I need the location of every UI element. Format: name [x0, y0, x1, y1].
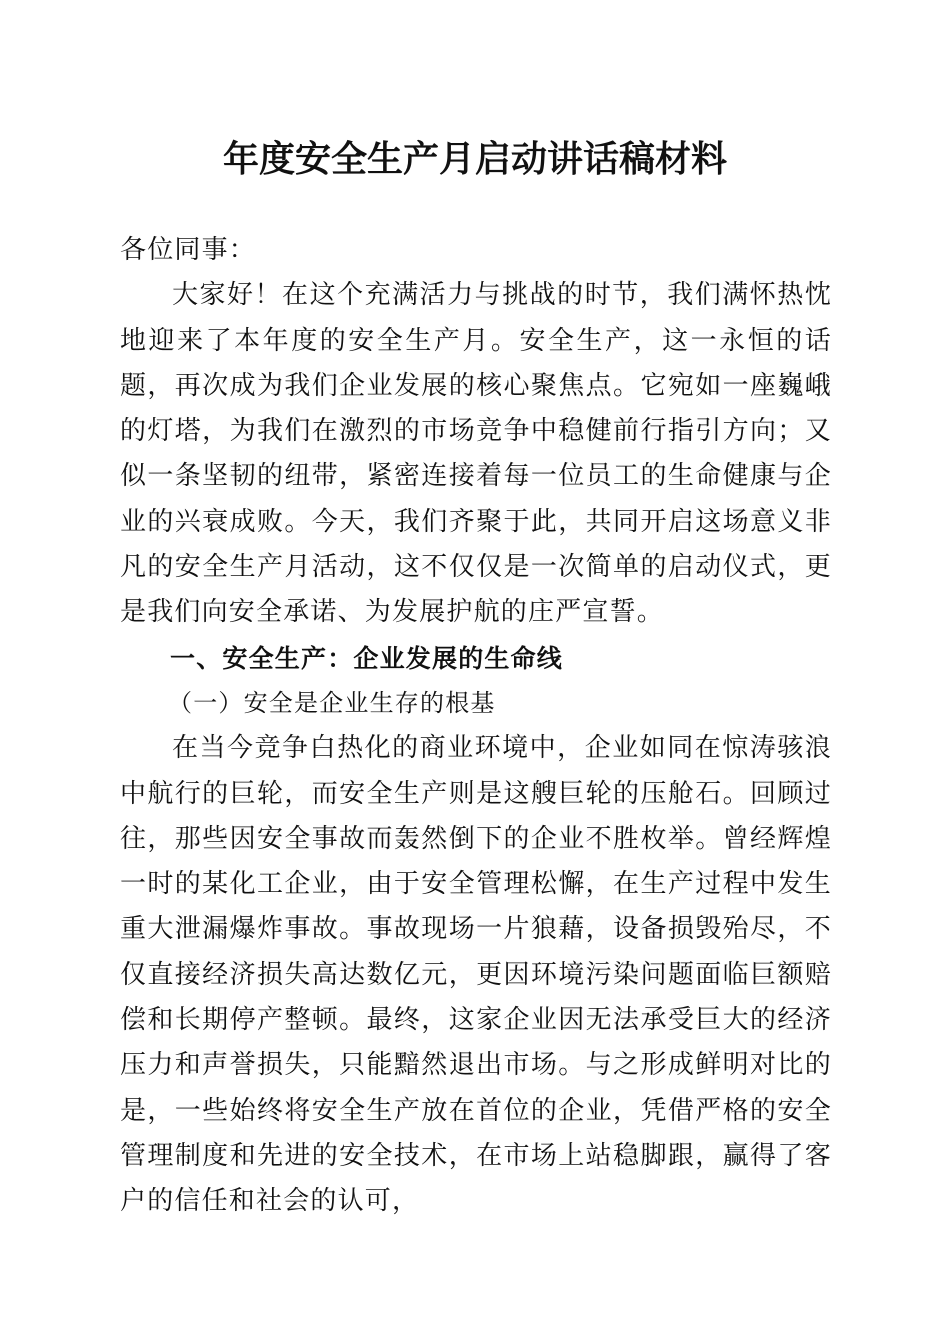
intro-paragraph: 大家好！在这个充满活力与挑战的时节，我们满怀热忱地迎来了本年度的安全生产月。安全生产，这一永恒的话题，再次成为我们企业发展的核心聚焦点。它宛如一座巍峨的灯塔，为我们在激烈的市场竞争中稳健前行指引方向；又似一条坚韧的纽带，紧密连接着每一位员工的生命健康与企业的兴衰成败。今天，我们齐聚于此，共同开启这场意义非凡的安全生产月活动，这不仅仅是一次简单的启动仪式，更是我们向安全承诺、为发展护航的庄严宣誓。 [120, 280, 832, 628]
subsection-paragraph: 在当今竞争白热化的商业环境中，企业如同在惊涛骇浪中航行的巨轮，而安全生产则是这艘巨轮的压舱石。回顾过往，那些因安全事故而轰然倒下的企业不胜枚举。曾经辉煌一时的某化工企业，由于安全管理松懈，在生产过程中发生重大泄漏爆炸事故。事故现场一片狼藉，设备损毁殆尽，不仅直接经济损失高达数亿元，更因环境污染问题面临巨额赔偿和长期停产整顿。最终，这家企业因无法承受巨大的经济压力和声誉损失，只能黯然退出市场。与之形成鲜明对比的是，一些始终将安全生产放在首位的企业，凭借严格的安全管理制度和先进的安全技术，在市场上站稳脚跟，赢得了客户的信任和社会的认可， [120, 733, 832, 1217]
document-title: 年度安全生产月启动讲话稿材料 [222, 139, 727, 180]
subsection-heading: （一）安全是企业生存的根基 [168, 688, 496, 717]
section-heading: 一、安全生产：企业发展的生命线 [170, 643, 564, 673]
salutation: 各位同事： [120, 235, 257, 265]
document-body [120, 228, 832, 1225]
